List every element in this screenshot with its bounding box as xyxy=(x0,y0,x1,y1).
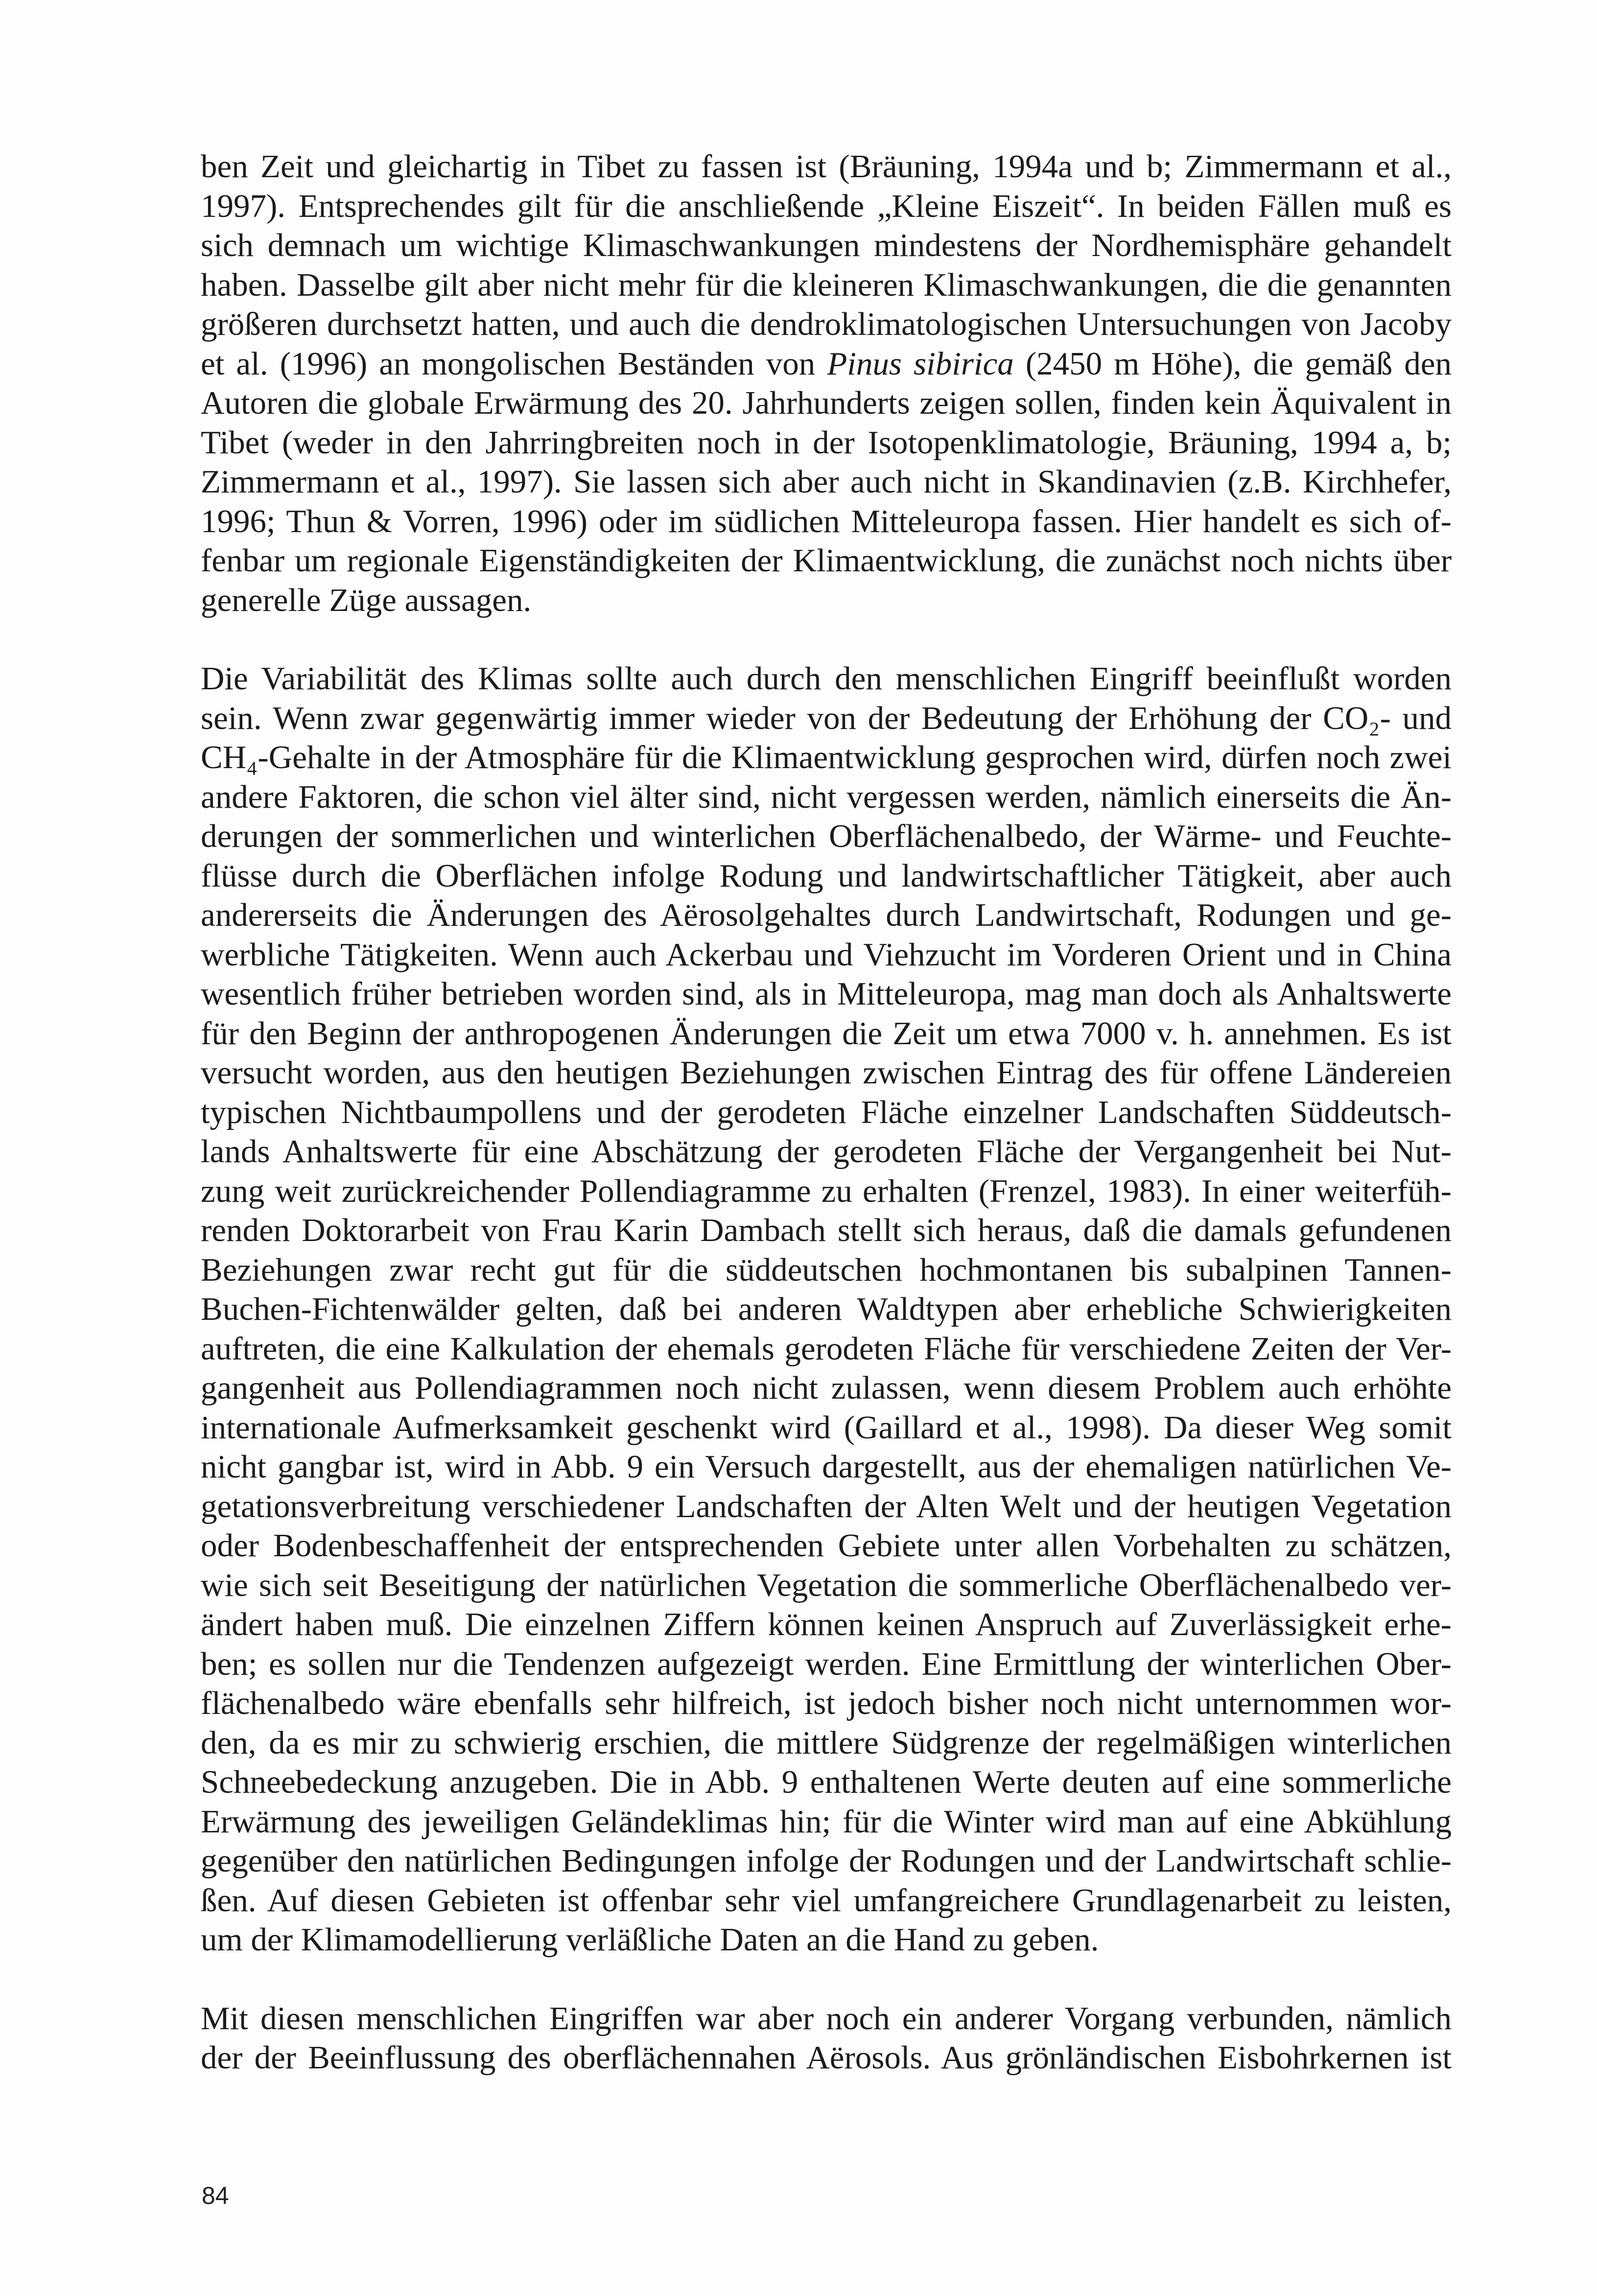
paragraph xyxy=(201,147,1452,620)
body-text xyxy=(201,147,1452,2078)
text-line: Erwärmung des jeweiligen Geländeklimas hin; für die Winter wird man auf eine Abkühlung xyxy=(201,1803,1452,1840)
text-line: zung weit zurückreichender Pollendiagramme zu erhalten (Frenzel, 1983). In einer weiterfüh- xyxy=(201,1172,1452,1209)
text-line: ben; es sollen nur die Tendenzen aufgezeigt werden. Eine Ermittlung der winterlichen Ober- xyxy=(201,1645,1452,1682)
text-line: oder Bodenbeschaffenheit der entsprechenden Gebiete unter allen Vorbehalten zu schätzen, xyxy=(201,1527,1452,1564)
paragraph-gap xyxy=(201,1960,1452,1999)
text-line: CH₄-Gehalte in der Atmosphäre für die Klimaentwicklung gesprochen wird, dürfen noch zwei xyxy=(201,739,1452,775)
text-line: versucht worden, aus den heutigen Beziehungen zwischen Eintrag des für offene Ländereien xyxy=(201,1054,1452,1091)
text-line: nicht gangbar ist, wird in Abb. 9 ein Versuch dargestellt, aus der ehemaligen natürlichen Ve- xyxy=(201,1449,1452,1485)
text-line: andererseits die Änderungen des Aërosolgehaltes durch Landwirtschaft, Rodungen und ge- xyxy=(201,897,1452,933)
text-line: sein. Wenn zwar gegenwärtig immer wieder von der Bedeutung der Erhöhung der CO₂- und xyxy=(201,700,1452,736)
text-line: Zimmermann et al., 1997). Sie lassen sich aber auch nicht in Skandinavien (z.B. Kirchhefer, xyxy=(201,464,1452,500)
text-line: internationale Aufmerksamkeit geschenkt wird (Gaillard et al., 1998). Da dieser Weg somit xyxy=(201,1409,1452,1446)
text-line: gangenheit aus Pollendiagrammen noch nicht zulassen, wenn diesem Problem auch erhöhte xyxy=(201,1370,1452,1406)
text-line: für den Beginn der anthropogenen Änderungen die Zeit um etwa 7000 v. h. annehmen. Es ist xyxy=(201,1015,1452,1052)
text-line: lands Anhaltswerte für eine Abschätzung der gerodeten Fläche der Vergangenheit bei Nut- xyxy=(201,1133,1452,1170)
text-line: haben. Dasselbe gilt aber nicht mehr für die kleineren Klimaschwankungen, die die genannten xyxy=(201,266,1452,303)
text-line: gegenüber den natürlichen Bedingungen infolge der Rodungen und der Landwirtschaft schlie- xyxy=(201,1843,1452,1879)
paragraph xyxy=(201,1999,1452,2078)
text-line: fenbar um regionale Eigenständigkeiten der Klimaentwicklung, die zunächst noch nichts über xyxy=(201,542,1452,579)
text-line: ändert haben muß. Die einzelnen Ziffern können keinen Anspruch auf Zuverlässigkeit erhe- xyxy=(201,1606,1452,1642)
text-line: wesentlich früher betrieben worden sind, als in Mitteleuropa, mag man doch als Anhaltswerte xyxy=(201,976,1452,1012)
text-line: größeren durchsetzt hatten, und auch die dendroklimatologischen Untersuchungen von Jacoby xyxy=(201,306,1452,342)
paragraph xyxy=(201,659,1452,1960)
text-line: Autoren die globale Erwärmung des 20. Jahrhunderts zeigen sollen, finden kein Äquivalent in xyxy=(201,385,1452,421)
text-line: generelle Züge aussagen. xyxy=(201,582,532,618)
text-line: Tibet (weder in den Jahrringbreiten noch in der Isotopenklimatologie, Bräuning, 1994 a, b; xyxy=(201,424,1452,461)
text-line: 1996; Thun & Vorren, 1996) oder im südlichen Mitteleuropa fassen. Hier handelt es sich of- xyxy=(201,503,1452,539)
text-line: werbliche Tätigkeiten. Wenn auch Ackerbau und Viehzucht im Vorderen Orient und in China xyxy=(201,936,1452,973)
text-line: den, da es mir zu schwierig erschien, die mittlere Südgrenze der regelmäßigen winterlichen xyxy=(201,1724,1452,1761)
text-line: ßen. Auf diesen Gebieten ist offenbar sehr viel umfangreichere Grundlagenarbeit zu leisten, xyxy=(201,1882,1452,1919)
text-line: renden Doktorarbeit von Frau Karin Dambach stellt sich heraus, daß die damals gefundenen xyxy=(201,1212,1452,1248)
text-line: sich demnach um wichtige Klimaschwankungen mindestens der Nordhemisphäre gehandelt xyxy=(201,227,1452,263)
text-line: et al. (1996) an mongolischen Beständen von Pinus sibirica (2450 m Höhe), die gemäß den xyxy=(201,345,1452,382)
text-line: flächenalbedo wäre ebenfalls sehr hilfreich, ist jedoch bisher noch nicht unternommen wor- xyxy=(201,1685,1452,1721)
text-line: Schneebedeckung anzugeben. Die in Abb. 9 enthaltenen Werte deuten auf eine sommerliche xyxy=(201,1764,1452,1800)
text-line: Beziehungen zwar recht gut für die süddeutschen hochmontanen bis subalpinen Tannen- xyxy=(201,1251,1452,1288)
text-line: andere Faktoren, die schon viel älter sind, nicht vergessen werden, nämlich einerseits die Än- xyxy=(201,778,1452,815)
text-line: typischen Nichtbaumpollens und der gerodeten Fläche einzelner Landschaften Süddeutsch- xyxy=(201,1094,1452,1130)
paragraph-gap xyxy=(201,620,1452,659)
text-line: Buchen-Fichtenwälder gelten, daß bei anderen Waldtypen aber erhebliche Schwierigkeiten xyxy=(201,1291,1452,1327)
text-line: der der Beeinflussung des oberflächennahen Aërosols. Aus grönländischen Eisbohrkernen ist xyxy=(201,2039,1452,2076)
text-line: auftreten, die eine Kalkulation der ehemals gerodeten Fläche für verschiedene Zeiten der Ver- xyxy=(201,1330,1452,1367)
text-line: Die Variabilität des Klimas sollte auch durch den menschlichen Eingriff beeinflußt worden xyxy=(201,660,1452,697)
text-line: derungen der sommerlichen und winterlichen Oberflächenalbedo, der Wärme- und Feuchte- xyxy=(201,818,1452,854)
text-line: 1997). Entsprechendes gilt für die anschließende „Kleine Eiszeit“. In beiden Fällen muß es xyxy=(201,187,1452,224)
text-line: um der Klimamodellierung verläßliche Daten an die Hand zu geben. xyxy=(201,1921,1099,1958)
text-line: getationsverbreitung verschiedener Landschaften der Alten Welt und der heutigen Vegetation xyxy=(201,1488,1452,1524)
text-line: flüsse durch die Oberflächen infolge Rodung und landwirtschaftlicher Tätigkeit, aber auch xyxy=(201,857,1452,894)
text-line: Mit diesen menschlichen Eingriffen war aber noch ein anderer Vorgang verbunden, nämlich xyxy=(201,2000,1452,2037)
text-line: ben Zeit und gleichartig in Tibet zu fassen ist (Bräuning, 1994a und b; Zimmermann et al., xyxy=(201,148,1452,185)
text-line: wie sich seit Beseitigung der natürlichen Vegetation die sommerliche Oberflächenalbedo ver- xyxy=(201,1567,1452,1603)
species-name: Pinus sibirica xyxy=(827,345,1014,382)
page-number: 84 xyxy=(202,2182,229,2209)
